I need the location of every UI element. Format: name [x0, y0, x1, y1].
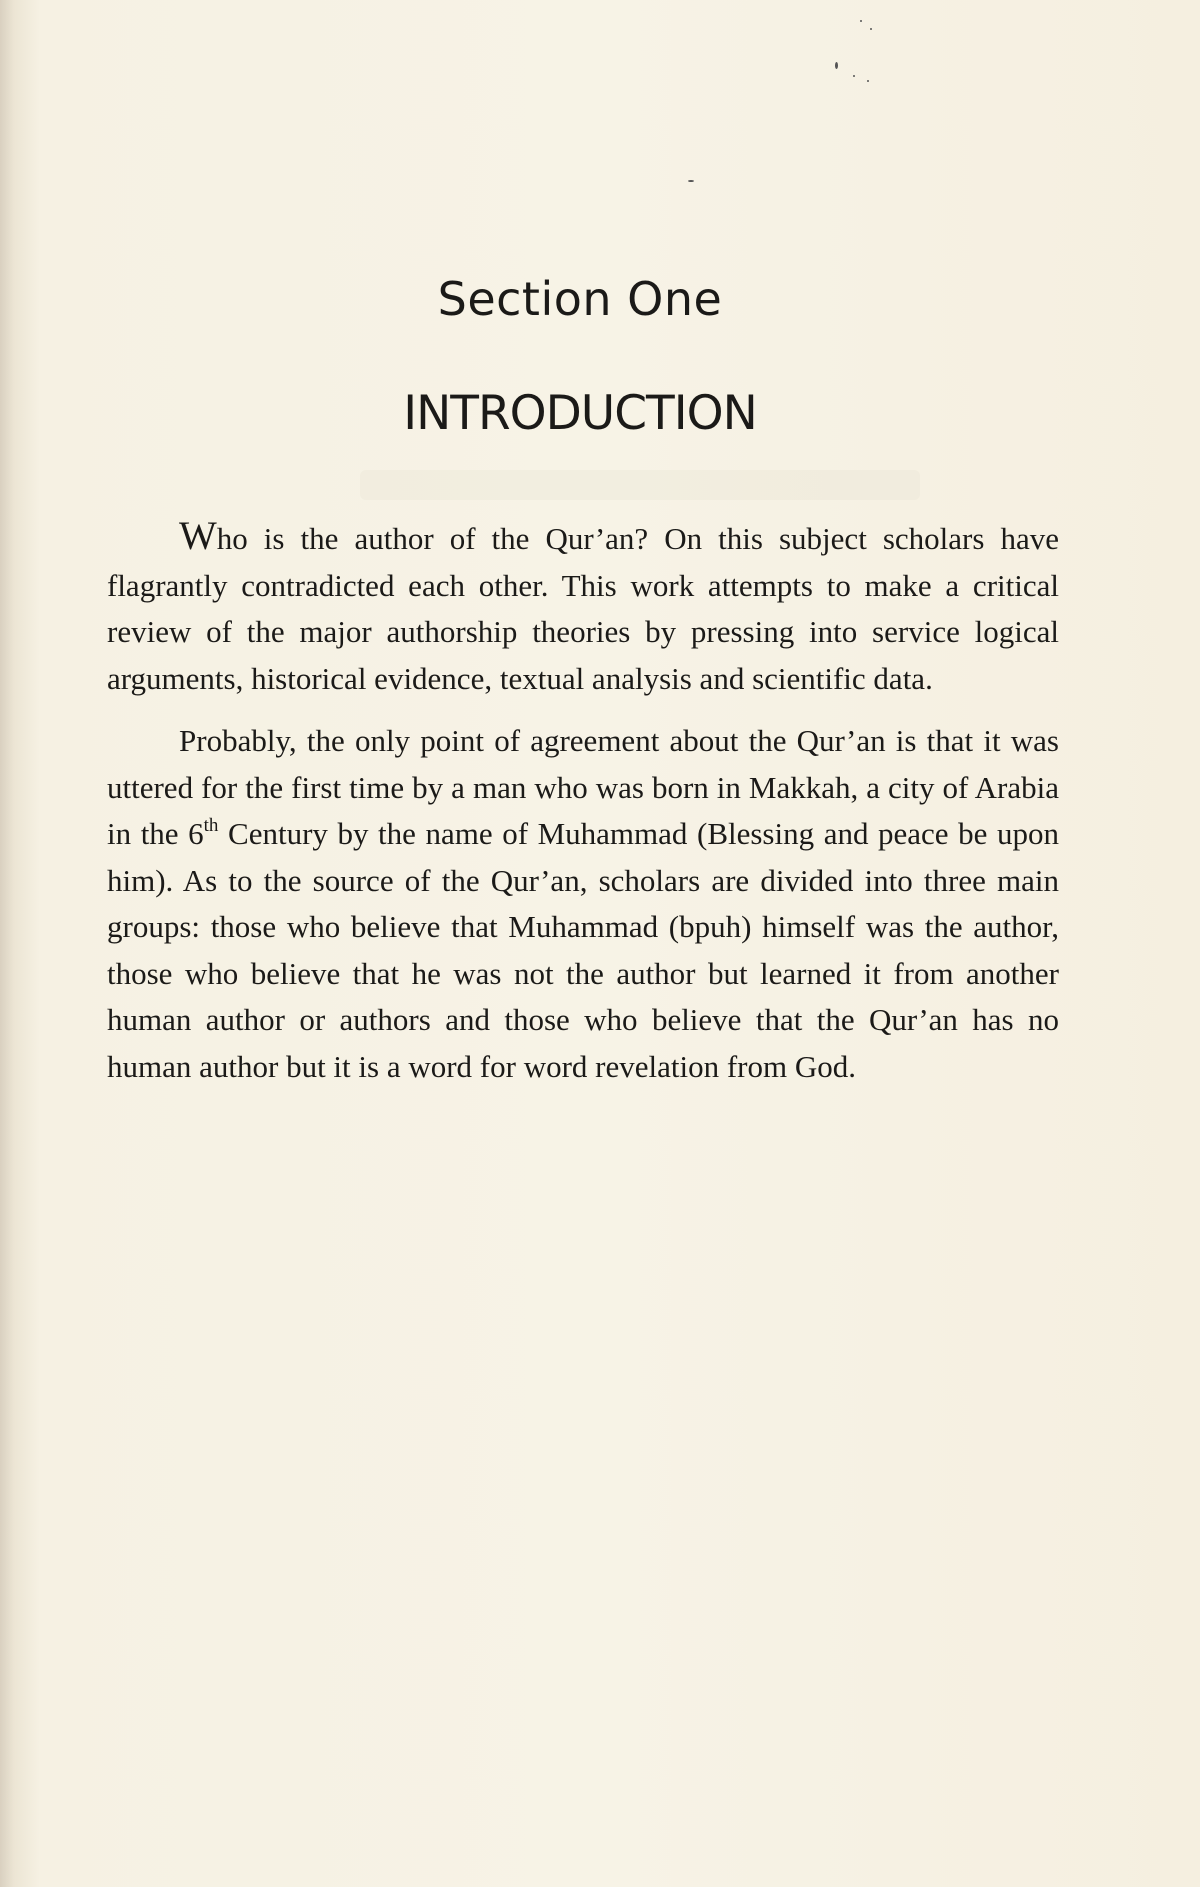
chapter-title: INTRODUCTION: [403, 386, 757, 441]
paragraph-1-text: ho is the author of the Qur’an? On this subject scholars have flagrantly contradicted each other. This work attempts to make a critical review of the major authorship theories by pressing into service logical arguments, historical evidence, textual analysis and scientific data.: [107, 521, 1059, 696]
section-label: Section One: [437, 272, 723, 326]
paper-speck: [867, 80, 869, 82]
paper-speck: [870, 28, 872, 30]
paragraph-2-text-before: Probably, the only point of agreement about the Qur’an is that it was uttered for the first time by a man who was born in Makkah, a city of Arabia in the 6: [107, 723, 1059, 851]
paragraph-1: [107, 513, 1059, 702]
ordinal-superscript: th: [203, 815, 219, 836]
drop-cap: W: [179, 513, 217, 558]
paper-speck: [688, 180, 694, 182]
show-through-shadow: [360, 470, 920, 500]
body-text: [107, 513, 1059, 1090]
paper-speck: [860, 20, 862, 22]
paper-speck: [853, 75, 855, 77]
paragraph-2: [107, 718, 1059, 1090]
paper-speck: [835, 62, 838, 69]
paragraph-2-text-after: Century by the name of Muhammad (Blessing and peace be upon him). As to the source of the Qur’an, scholars are divided into three main groups: those who believe that Muhammad (bpuh) himself was the author, those who believe that he was not the author but learned it from another human author or authors and those who believe that the Qur’an has no human author but it is a word for word revelation from God.: [107, 816, 1059, 1084]
